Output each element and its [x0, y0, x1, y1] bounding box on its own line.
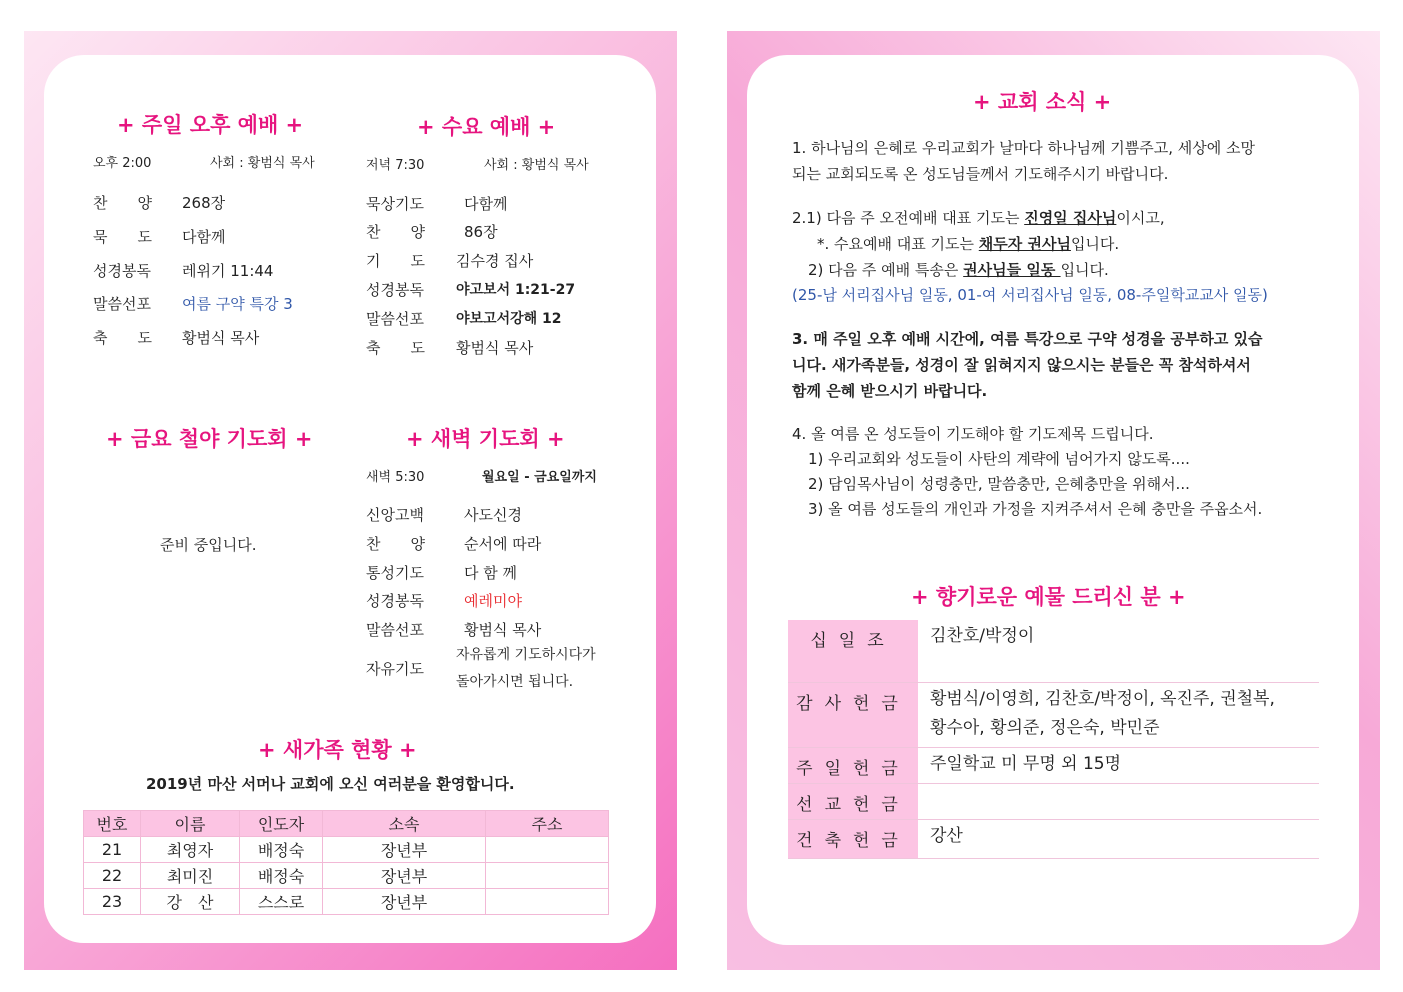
new-family-title: + 새가족 현황 +	[258, 738, 417, 762]
offering-value	[918, 620, 1319, 683]
friday-prayer-title: + 금요 철야 기도회 +	[106, 427, 313, 451]
table-row	[788, 784, 1319, 820]
table-header: 주소	[486, 811, 609, 837]
dawn-row-value: 다 함 께	[464, 564, 518, 582]
offerings-table	[788, 620, 1319, 859]
news-item-2b	[817, 233, 1119, 254]
table-cell	[486, 889, 609, 915]
offering-label: 선교헌금	[788, 784, 918, 820]
prayer-leader-name: 진영일 집사님	[1024, 209, 1117, 227]
news-item-1: 1. 하나님의 은혜로 우리교회가 날마다 하나님께 기쁨주고, 세상에 소망	[792, 139, 1255, 157]
offering-label: 십일조	[788, 620, 918, 683]
wednesday-row-value: 황범식 목사	[456, 339, 534, 357]
table-row	[84, 889, 609, 915]
news-item-4: 4. 올 여름 온 성도들이 기도해야 할 기도제목 드립니다.	[792, 425, 1154, 443]
table-row	[788, 683, 1319, 748]
sunday-host: 사회 : 황범식 목사	[210, 156, 315, 171]
news-item-3-cont: 함께 은혜 받으시기 바랍니다.	[792, 382, 988, 400]
right-card	[747, 55, 1359, 945]
news-item-3-cont: 니다. 새가족분들, 성경이 잘 읽혀지지 않으시는 분들은 꼭 참석하셔서	[792, 356, 1251, 374]
wednesday-row-label: 기 도	[366, 252, 425, 270]
dawn-row-label: 말씀선포	[366, 621, 424, 639]
table-cell: 배정숙	[240, 837, 323, 863]
sunday-row-value: 레위기 11:44	[182, 262, 274, 280]
prayer-topic: 3) 올 여름 성도들의 개인과 가정을 지켜주셔서 은혜 충만을 주옵소서.	[808, 500, 1263, 518]
news-text: 이시고,	[1116, 209, 1165, 227]
right-page	[727, 31, 1380, 970]
sunday-time: 오후 2:00	[93, 156, 152, 171]
left-page	[24, 31, 677, 970]
offering-names: 강산	[930, 826, 963, 846]
friday-note: 준비 중입니다.	[160, 536, 257, 554]
sunday-row-label: 성경봉독	[93, 262, 151, 280]
sunday-row-value: 다함께	[182, 228, 226, 246]
offering-label: 감사헌금	[788, 683, 918, 748]
table-header: 소속	[323, 811, 486, 837]
dawn-row-label: 성경봉독	[366, 592, 424, 610]
table-cell: 21	[84, 837, 141, 863]
dawn-row-value: 자유롭게 기도하시다가	[456, 647, 596, 663]
wednesday-row-label: 묵상기도	[366, 195, 424, 213]
offering-value	[918, 820, 1319, 859]
dawn-row-label: 찬 양	[366, 535, 425, 553]
offerings-title: + 향기로운 예물 드리신 분 +	[911, 585, 1186, 609]
offering-label: 주일헌금	[788, 748, 918, 784]
table-cell: 장년부	[323, 863, 486, 889]
offering-names: 황수아, 황의준, 정은숙, 박민준	[930, 718, 1160, 738]
church-news-title: + 교회 소식 +	[973, 90, 1112, 114]
sunday-service-title: + 주일 오후 예배 +	[117, 113, 304, 137]
news-text: 2) 다음 주 예배 특송은	[808, 261, 964, 279]
sunday-row-label: 묵 도	[93, 228, 152, 246]
wednesday-row-value: 야보고서강해 12	[456, 311, 562, 327]
news-item-3: 3. 매 주일 오후 예배 시간에, 여름 특강으로 구약 성경을 공부하고 있습	[792, 330, 1263, 348]
offering-names	[930, 786, 1319, 810]
sunday-row-label: 축 도	[93, 329, 152, 347]
offering-names: 김찬호/박정이	[930, 626, 1035, 646]
wednesday-host: 사회 : 황범식 목사	[484, 158, 589, 173]
wednesday-row-label: 찬 양	[366, 223, 425, 241]
prayer-topic: 2) 담임목사님이 성령충만, 말씀충만, 은혜충만을 위해서...	[808, 475, 1190, 493]
sunday-sermon-title: 여름 구약 특강 3	[182, 295, 293, 313]
offering-label: 건축헌금	[788, 820, 918, 859]
news-text: 입니다.	[1070, 235, 1120, 253]
table-cell: 최영자	[141, 837, 240, 863]
sunday-row-value: 황범식 목사	[182, 329, 260, 347]
dawn-row-value: 황범식 목사	[464, 621, 542, 639]
wednesday-row-value: 야고보서 1:21-27	[456, 282, 576, 298]
dawn-row-label: 통성기도	[366, 564, 424, 582]
dawn-reading: 예레미야	[464, 592, 522, 610]
dawn-row-value: 순서에 따라	[464, 535, 542, 553]
news-text: *. 수요예배 대표 기도는	[817, 235, 979, 253]
left-card	[44, 55, 656, 943]
table-header: 번호	[84, 811, 141, 837]
news-item-2-note: (25-남 서리집사님 일동, 01-여 서리집사님 일동, 08-주일학교교사 일동)	[792, 286, 1268, 304]
table-header: 이름	[141, 811, 240, 837]
new-family-table	[83, 810, 609, 915]
news-item-2a	[792, 207, 1165, 228]
wednesday-service-title: + 수요 예배 +	[417, 115, 556, 139]
news-item-2c	[808, 259, 1109, 280]
table-row	[84, 837, 609, 863]
wednesday-row-label: 말씀선포	[366, 310, 424, 328]
table-cell: 23	[84, 889, 141, 915]
offering-names: 황범식/이영희, 김찬호/박정이, 옥진주, 권철복,	[930, 689, 1275, 709]
wednesday-row-label: 축 도	[366, 339, 425, 357]
sunday-row-label: 찬 양	[93, 194, 152, 212]
offering-value	[918, 784, 1319, 820]
prayer-leader-name: 채두자 권사님	[978, 235, 1071, 253]
table-cell: 장년부	[323, 889, 486, 915]
offering-value	[918, 748, 1319, 784]
wednesday-time: 저녁 7:30	[366, 158, 425, 173]
table-row	[84, 863, 609, 889]
news-text: 2.1) 다음 주 오전예배 대표 기도는	[792, 209, 1025, 227]
sunday-row-value: 268장	[182, 194, 226, 212]
dawn-row-value: 사도신경	[464, 506, 522, 524]
dawn-row-label: 신앙고백	[366, 506, 424, 524]
table-cell: 장년부	[323, 837, 486, 863]
wednesday-row-value: 김수경 집사	[456, 252, 534, 270]
news-item-1-cont: 되는 교회되도록 온 성도님들께서 기도해주시기 바랍니다.	[792, 165, 1169, 183]
table-cell: 배정숙	[240, 863, 323, 889]
news-text: 입니다.	[1060, 261, 1109, 279]
table-cell: 최미진	[141, 863, 240, 889]
table-cell: 22	[84, 863, 141, 889]
dawn-prayer-title: + 새벽 기도회 +	[406, 427, 565, 451]
dawn-row-label: 자유기도	[366, 660, 424, 678]
table-row	[788, 620, 1319, 683]
wednesday-row-label: 성경봉독	[366, 281, 424, 299]
table-row	[788, 820, 1319, 859]
dawn-time: 새벽 5:30	[366, 470, 425, 485]
table-header: 인도자	[240, 811, 323, 837]
table-cell	[486, 837, 609, 863]
offering-names: 주일학교 미 무명 외 15명	[930, 754, 1122, 774]
new-family-welcome: 2019년 마산 서머나 교회에 오신 여러분을 환영합니다.	[146, 775, 515, 793]
table-cell: 스스로	[240, 889, 323, 915]
special-song-name: 권사님들 일동	[963, 261, 1061, 279]
sunday-row-label: 말씀선포	[93, 295, 151, 313]
wednesday-row-value: 다함께	[464, 195, 508, 213]
table-cell	[486, 863, 609, 889]
wednesday-row-value: 86장	[464, 223, 498, 241]
table-row	[788, 748, 1319, 784]
dawn-days: 월요일 - 금요일까지	[482, 470, 597, 485]
dawn-row-value-2: 돌아가시면 됩니다.	[456, 674, 574, 690]
table-cell: 강 산	[141, 889, 240, 915]
offering-value	[918, 683, 1319, 748]
prayer-topic: 1) 우리교회와 성도들이 사탄의 계략에 넘어가지 않도록....	[808, 450, 1190, 468]
